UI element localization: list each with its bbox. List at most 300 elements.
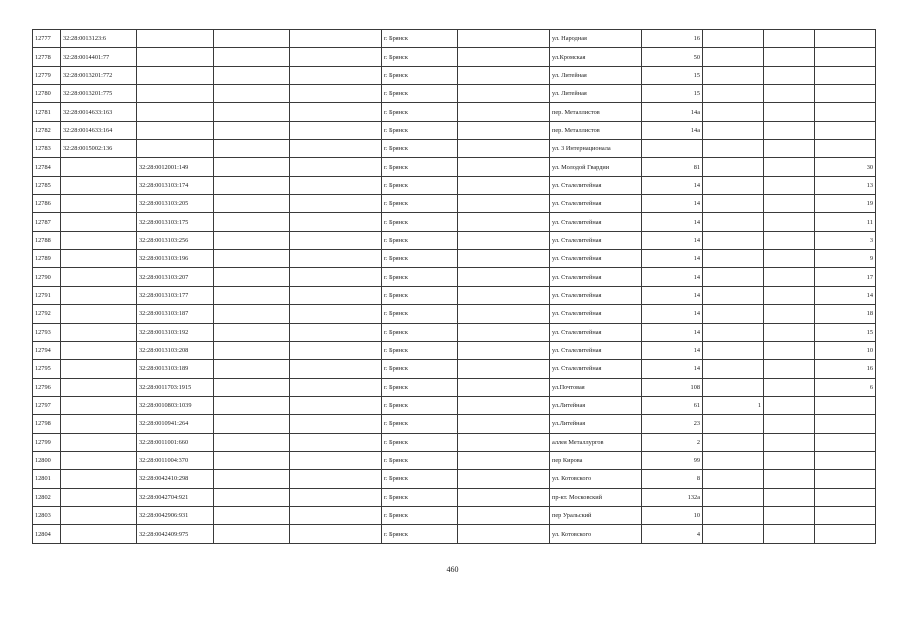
cell-value-1	[703, 121, 764, 139]
cell-empty	[214, 323, 290, 341]
cell-city: г. Брянск	[382, 48, 458, 66]
cell-street: пер. Металлистов	[550, 103, 642, 121]
cell-empty	[290, 103, 382, 121]
cell-city: г. Брянск	[382, 378, 458, 396]
cell-street: ул. Котовского	[550, 470, 642, 488]
cell-city: г. Брянск	[382, 305, 458, 323]
cell-value-1	[703, 140, 764, 158]
cell-empty	[290, 66, 382, 84]
cell-empty	[214, 30, 290, 48]
cell-house: 10	[642, 506, 703, 524]
cell-street: ул.Литейная	[550, 396, 642, 414]
table-row	[33, 30, 876, 48]
cell-house: 8	[642, 470, 703, 488]
cell-cadastral-number-a: 32:28:0014401:77	[61, 48, 137, 66]
cell-empty	[214, 341, 290, 359]
cell-empty	[290, 158, 382, 176]
cell-cadastral-number-b: 32:28:0042410:298	[137, 470, 214, 488]
cell-row-number: 12793	[33, 323, 61, 341]
cell-empty	[458, 525, 550, 544]
cell-row-number: 12803	[33, 506, 61, 524]
cell-city: г. Брянск	[382, 140, 458, 158]
cell-empty	[214, 103, 290, 121]
cell-row-number: 12791	[33, 286, 61, 304]
cell-cadastral-number-b	[137, 85, 214, 103]
cell-row-number: 12781	[33, 103, 61, 121]
cell-cadastral-number-b: 32:28:0010941:264	[137, 415, 214, 433]
cell-empty	[764, 158, 815, 176]
cell-empty	[214, 286, 290, 304]
cell-city: г. Брянск	[382, 323, 458, 341]
cell-value-2: 30	[815, 158, 876, 176]
cell-cadastral-number-a	[61, 195, 137, 213]
cell-empty	[764, 360, 815, 378]
cell-empty	[458, 85, 550, 103]
cell-city: г. Брянск	[382, 103, 458, 121]
cell-value-1	[703, 433, 764, 451]
register-table	[32, 29, 876, 544]
cell-value-1	[703, 250, 764, 268]
cell-row-number: 12787	[33, 213, 61, 231]
cell-row-number: 12800	[33, 451, 61, 469]
cell-cadastral-number-a	[61, 341, 137, 359]
cell-city: г. Брянск	[382, 451, 458, 469]
table-row	[33, 323, 876, 341]
cell-cadastral-number-a	[61, 525, 137, 544]
cell-empty	[290, 323, 382, 341]
cell-value-2	[815, 451, 876, 469]
cell-empty	[214, 360, 290, 378]
cell-cadastral-number-b: 32:28:0013103:175	[137, 213, 214, 231]
cell-house: 2	[642, 433, 703, 451]
cell-cadastral-number-b	[137, 103, 214, 121]
cell-value-2: 13	[815, 176, 876, 194]
cell-empty	[458, 506, 550, 524]
cell-empty	[458, 360, 550, 378]
cell-cadastral-number-b	[137, 121, 214, 139]
cell-cadastral-number-a: 32:28:0013201:775	[61, 85, 137, 103]
cell-cadastral-number-b: 32:28:0013103:174	[137, 176, 214, 194]
cell-house: 14	[642, 305, 703, 323]
cell-house: 16	[642, 30, 703, 48]
cell-empty	[290, 396, 382, 414]
cell-row-number: 12780	[33, 85, 61, 103]
cell-value-2	[815, 415, 876, 433]
cell-house: 14	[642, 341, 703, 359]
cell-empty	[214, 85, 290, 103]
cell-empty	[290, 85, 382, 103]
cell-empty	[214, 268, 290, 286]
cell-city: г. Брянск	[382, 506, 458, 524]
cell-house: 108	[642, 378, 703, 396]
cell-cadastral-number-a	[61, 360, 137, 378]
cell-row-number: 12779	[33, 66, 61, 84]
cell-value-1	[703, 30, 764, 48]
cell-city: г. Брянск	[382, 470, 458, 488]
cell-city: г. Брянск	[382, 231, 458, 249]
cell-house: 14	[642, 250, 703, 268]
cell-value-1	[703, 470, 764, 488]
cell-empty	[764, 103, 815, 121]
cell-house: 15	[642, 85, 703, 103]
cell-street: ул. Сталелитейная	[550, 176, 642, 194]
cell-empty	[764, 121, 815, 139]
cell-house: 14	[642, 176, 703, 194]
cell-empty	[214, 140, 290, 158]
cell-cadastral-number-a	[61, 176, 137, 194]
cell-house: 14	[642, 213, 703, 231]
cell-empty	[458, 140, 550, 158]
cell-empty	[458, 158, 550, 176]
table-row	[33, 396, 876, 414]
cell-empty	[764, 506, 815, 524]
cell-city: г. Брянск	[382, 488, 458, 506]
table-row	[33, 341, 876, 359]
cell-cadastral-number-b	[137, 140, 214, 158]
cell-house: 15	[642, 66, 703, 84]
cell-cadastral-number-a	[61, 250, 137, 268]
cell-value-2	[815, 66, 876, 84]
cell-empty	[764, 433, 815, 451]
cell-value-1	[703, 378, 764, 396]
cell-cadastral-number-b: 32:28:0042906:931	[137, 506, 214, 524]
cell-value-1	[703, 231, 764, 249]
cell-value-1	[703, 323, 764, 341]
table-row	[33, 305, 876, 323]
cell-street: ул.Почтовая	[550, 378, 642, 396]
cell-empty	[764, 250, 815, 268]
cell-value-1	[703, 195, 764, 213]
cell-cadastral-number-a: 32:28:0015002:136	[61, 140, 137, 158]
table-row	[33, 48, 876, 66]
cell-empty	[458, 213, 550, 231]
cell-empty	[214, 48, 290, 66]
cell-cadastral-number-a	[61, 488, 137, 506]
cell-cadastral-number-b: 32:28:0012001:149	[137, 158, 214, 176]
cell-house: 14а	[642, 121, 703, 139]
cell-empty	[290, 360, 382, 378]
cell-empty	[290, 433, 382, 451]
cell-empty	[214, 195, 290, 213]
cell-value-2	[815, 121, 876, 139]
table-row	[33, 488, 876, 506]
cell-house	[642, 140, 703, 158]
cell-house: 14а	[642, 103, 703, 121]
cell-house: 23	[642, 415, 703, 433]
cell-empty	[458, 415, 550, 433]
cell-row-number: 12798	[33, 415, 61, 433]
cell-city: г. Брянск	[382, 433, 458, 451]
cell-row-number: 12801	[33, 470, 61, 488]
cell-cadastral-number-a	[61, 323, 137, 341]
cell-empty	[290, 30, 382, 48]
cell-house: 81	[642, 158, 703, 176]
cell-empty	[214, 231, 290, 249]
cell-empty	[290, 286, 382, 304]
cell-cadastral-number-a	[61, 213, 137, 231]
cell-street: ул. Литейная	[550, 66, 642, 84]
cell-empty	[290, 378, 382, 396]
cell-cadastral-number-a	[61, 378, 137, 396]
table-row	[33, 470, 876, 488]
cell-empty	[290, 176, 382, 194]
cell-cadastral-number-a: 32:28:0013123:6	[61, 30, 137, 48]
table-row	[33, 85, 876, 103]
cell-empty	[764, 268, 815, 286]
cell-value-1	[703, 506, 764, 524]
table-row	[33, 360, 876, 378]
cell-house: 61	[642, 396, 703, 414]
cell-house: 99	[642, 451, 703, 469]
table-row	[33, 451, 876, 469]
cell-empty	[458, 30, 550, 48]
table-row	[33, 103, 876, 121]
cell-empty	[764, 176, 815, 194]
cell-cadastral-number-a	[61, 305, 137, 323]
cell-value-2: 11	[815, 213, 876, 231]
table-row	[33, 231, 876, 249]
cell-value-2	[815, 30, 876, 48]
cell-value-1	[703, 341, 764, 359]
cell-street: пер. Металлистов	[550, 121, 642, 139]
cell-city: г. Брянск	[382, 250, 458, 268]
cell-street: ул. Котовского	[550, 525, 642, 544]
cell-empty	[290, 250, 382, 268]
cell-cadastral-number-b: 32:28:0011004:370	[137, 451, 214, 469]
cell-street: ул.Кромская	[550, 48, 642, 66]
cell-row-number: 12786	[33, 195, 61, 213]
cell-empty	[290, 231, 382, 249]
cell-city: г. Брянск	[382, 85, 458, 103]
cell-city: г. Брянск	[382, 195, 458, 213]
cell-value-2: 9	[815, 250, 876, 268]
cell-value-2: 19	[815, 195, 876, 213]
table-row	[33, 378, 876, 396]
cell-empty	[764, 85, 815, 103]
cell-value-2	[815, 103, 876, 121]
cell-house: 14	[642, 231, 703, 249]
cell-street: ул. Сталелитейная	[550, 360, 642, 378]
cell-empty	[214, 525, 290, 544]
cell-row-number: 12804	[33, 525, 61, 544]
cell-value-2	[815, 140, 876, 158]
cell-empty	[764, 415, 815, 433]
cell-value-2: 6	[815, 378, 876, 396]
cell-empty	[458, 305, 550, 323]
cell-empty	[290, 48, 382, 66]
cell-value-1	[703, 213, 764, 231]
cell-cadastral-number-b: 32:28:0013103:187	[137, 305, 214, 323]
cell-empty	[214, 250, 290, 268]
cell-value-2	[815, 470, 876, 488]
cell-empty	[214, 506, 290, 524]
cell-row-number: 12790	[33, 268, 61, 286]
cell-empty	[290, 121, 382, 139]
cell-value-1	[703, 305, 764, 323]
cell-street: ул. Сталелитейная	[550, 323, 642, 341]
cell-city: г. Брянск	[382, 360, 458, 378]
table-row	[33, 506, 876, 524]
cell-cadastral-number-b: 32:28:0042704:921	[137, 488, 214, 506]
cell-cadastral-number-a	[61, 268, 137, 286]
table-row	[33, 195, 876, 213]
cell-empty	[214, 433, 290, 451]
cell-value-2: 3	[815, 231, 876, 249]
cell-value-2: 10	[815, 341, 876, 359]
cell-empty	[764, 396, 815, 414]
cell-street: ул. Народная	[550, 30, 642, 48]
cell-street: ул. Сталелитейная	[550, 268, 642, 286]
cell-value-1	[703, 103, 764, 121]
cell-street: ул. Литейная	[550, 85, 642, 103]
cell-empty	[214, 66, 290, 84]
cell-cadastral-number-b: 32:28:0013103:177	[137, 286, 214, 304]
cell-cadastral-number-b: 32:28:0013103:192	[137, 323, 214, 341]
cell-row-number: 12777	[33, 30, 61, 48]
table-row	[33, 158, 876, 176]
cell-street: ул. 3 Интернационала	[550, 140, 642, 158]
cell-street: ул. Сталелитейная	[550, 250, 642, 268]
cell-empty	[458, 48, 550, 66]
cell-street: ул. Сталелитейная	[550, 213, 642, 231]
cell-row-number: 12788	[33, 231, 61, 249]
cell-empty	[764, 323, 815, 341]
cell-cadastral-number-a	[61, 158, 137, 176]
cell-value-1	[703, 286, 764, 304]
cell-empty	[458, 396, 550, 414]
cell-row-number: 12792	[33, 305, 61, 323]
cell-cadastral-number-b: 32:28:0013103:189	[137, 360, 214, 378]
cell-cadastral-number-b: 32:28:0011001:660	[137, 433, 214, 451]
cell-city: г. Брянск	[382, 213, 458, 231]
table-row	[33, 250, 876, 268]
cell-value-1	[703, 268, 764, 286]
cell-row-number: 12796	[33, 378, 61, 396]
cell-empty	[458, 176, 550, 194]
cell-city: г. Брянск	[382, 396, 458, 414]
cell-value-2: 18	[815, 305, 876, 323]
cell-empty	[764, 341, 815, 359]
table-row	[33, 525, 876, 544]
cell-cadastral-number-b: 32:28:0013103:208	[137, 341, 214, 359]
cell-cadastral-number-b: 32:28:0013103:196	[137, 250, 214, 268]
cell-house: 14	[642, 268, 703, 286]
table-row	[33, 415, 876, 433]
table-row	[33, 433, 876, 451]
cell-empty	[764, 231, 815, 249]
cell-empty	[764, 30, 815, 48]
cell-empty	[764, 451, 815, 469]
cell-row-number: 12795	[33, 360, 61, 378]
cell-empty	[290, 525, 382, 544]
table-row	[33, 66, 876, 84]
cell-house: 14	[642, 195, 703, 213]
cell-house: 14	[642, 360, 703, 378]
cell-empty	[764, 213, 815, 231]
cell-cadastral-number-a	[61, 451, 137, 469]
cell-city: г. Брянск	[382, 268, 458, 286]
cell-empty	[290, 305, 382, 323]
cell-cadastral-number-b: 32:28:0042409:975	[137, 525, 214, 544]
cell-empty	[764, 48, 815, 66]
cell-empty	[764, 195, 815, 213]
cell-row-number: 12783	[33, 140, 61, 158]
cell-value-1	[703, 48, 764, 66]
cell-value-2	[815, 488, 876, 506]
cell-house: 14	[642, 286, 703, 304]
cell-street: ул. Сталелитейная	[550, 341, 642, 359]
cell-row-number: 12789	[33, 250, 61, 268]
cell-city: г. Брянск	[382, 30, 458, 48]
cell-house: 132а	[642, 488, 703, 506]
cell-value-1	[703, 176, 764, 194]
cell-row-number: 12797	[33, 396, 61, 414]
cell-cadastral-number-b: 32:28:0013103:207	[137, 268, 214, 286]
cell-empty	[214, 176, 290, 194]
cell-empty	[458, 231, 550, 249]
cell-row-number: 12802	[33, 488, 61, 506]
cell-empty	[214, 305, 290, 323]
cell-empty	[458, 121, 550, 139]
cell-value-2: 14	[815, 286, 876, 304]
cell-empty	[214, 415, 290, 433]
cell-street: аллея Металлургов	[550, 433, 642, 451]
cell-street: пр-кт. Московский	[550, 488, 642, 506]
cell-cadastral-number-b: 32:28:0013103:256	[137, 231, 214, 249]
cell-city: г. Брянск	[382, 415, 458, 433]
cell-empty	[458, 250, 550, 268]
cell-empty	[458, 451, 550, 469]
cell-empty	[764, 286, 815, 304]
cell-value-1	[703, 451, 764, 469]
cell-empty	[214, 396, 290, 414]
cell-value-2	[815, 48, 876, 66]
cell-value-2	[815, 396, 876, 414]
cell-value-1	[703, 415, 764, 433]
cell-empty	[458, 268, 550, 286]
cell-street: ул. Сталелитейная	[550, 305, 642, 323]
cell-empty	[290, 195, 382, 213]
cell-value-1: 1	[703, 396, 764, 414]
cell-empty	[458, 103, 550, 121]
cell-cadastral-number-b	[137, 66, 214, 84]
cell-street: ул. Сталелитейная	[550, 195, 642, 213]
cell-value-2: 17	[815, 268, 876, 286]
cell-value-1	[703, 525, 764, 544]
cell-empty	[458, 323, 550, 341]
cell-empty	[290, 506, 382, 524]
page-number: 460	[446, 565, 459, 574]
cell-empty	[214, 470, 290, 488]
cell-empty	[458, 286, 550, 304]
cell-row-number: 12799	[33, 433, 61, 451]
cell-city: г. Брянск	[382, 121, 458, 139]
cell-value-2	[815, 506, 876, 524]
cell-empty	[764, 525, 815, 544]
cell-empty	[764, 470, 815, 488]
cell-cadastral-number-a	[61, 506, 137, 524]
table-row	[33, 176, 876, 194]
cell-cadastral-number-b: 32:28:0010803:1039	[137, 396, 214, 414]
cell-cadastral-number-a	[61, 231, 137, 249]
cell-row-number: 12794	[33, 341, 61, 359]
cell-empty	[290, 415, 382, 433]
cell-empty	[214, 488, 290, 506]
cell-empty	[458, 470, 550, 488]
cell-cadastral-number-a	[61, 396, 137, 414]
cell-cadastral-number-b	[137, 30, 214, 48]
cell-city: г. Брянск	[382, 176, 458, 194]
